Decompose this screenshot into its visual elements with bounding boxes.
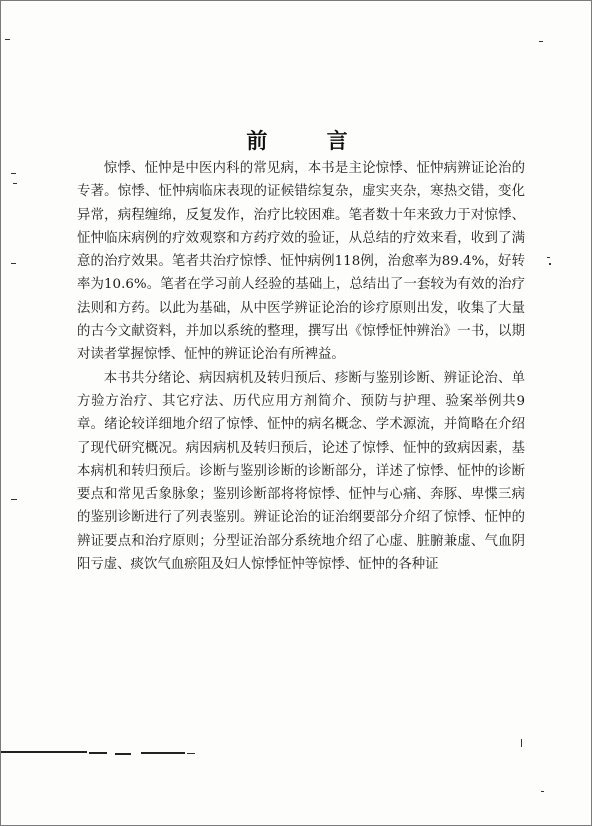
page-title: 前 言 (246, 129, 374, 154)
scan-mark (539, 41, 543, 42)
body-text (77, 157, 525, 576)
scan-rule (115, 753, 131, 755)
scan-rule (1, 751, 87, 753)
paragraph: 本书共分绪论、病因病机及转归预后、疹断与鉴别诊断、辨证论治、单方验方治疗、其它疗法、历代应用方剂简介、预防与护理、验案举例共9章。绪论较详细地介绍了惊悸、怔忡的病名概念、学术源流，并简略在介绍了现代研究概况。病因病机及转归预后，论述了惊悸、怔忡的致病因素，基本病机和转归预后。诊断与鉴别诊断的诊断部分，详述了惊悸、怔忡的诊断要点和常见舌象脉象；鉴别诊断部将将惊悸、怔忡与心痛、奔豚、卑惵三病的鉴别诊断进行了列表鉴别。辨证论治的证治纲要部分介绍了惊悸、怔忡的辨证要点和治疗原则；分型证治部分系统地介绍了心虚、脏腑兼虚、气血阴阳亏虚、痰饮气血瘀阻及妇人惊悸怔忡等惊悸、怔忡的各种证 (77, 370, 525, 573)
scan-mark (547, 257, 550, 258)
scan-mark (11, 263, 16, 264)
scan-mark (541, 791, 544, 792)
scan-mark (11, 173, 16, 174)
scan-mark (11, 499, 17, 500)
scan-mark (13, 183, 17, 184)
scan-mark (187, 753, 195, 754)
paragraph: 惊悸、怔忡是中医内科的常见病，本书是主论惊悸、怔忡病辨证论治的专著。惊悸、怔忡病临床表现的证候错综复杂，虚实夹杂，寒热交错，变化异常，病程缠绵，反复发作，治疗比较困难。笔者数十年来致力于对惊悸、怔忡临床病例的疗效观察和方药疗效的验证，从总结的疗效来看，收到了满意的治疗效果。笔者共治疗惊悸、怔忡病例118例，治愈率为89.4%，好转率为10.6%。笔者在学习前人经验的基础上，总结出了一套较为有效的治疗法则和方药。以此为基础，从中医学辨证论治的诊疗原则出发，收集了大量的古今文献资料，并加以系统的整理，撰写出《惊悸怔忡辨治》一书，以期对读者掌握惊悸、怔忡的辨证论治有所裨益。 (77, 161, 525, 363)
scan-mark (5, 39, 10, 40)
scan-rule (89, 752, 107, 754)
scan-mark (521, 739, 522, 747)
scan-rule (141, 752, 185, 754)
scan-mark (549, 263, 551, 265)
